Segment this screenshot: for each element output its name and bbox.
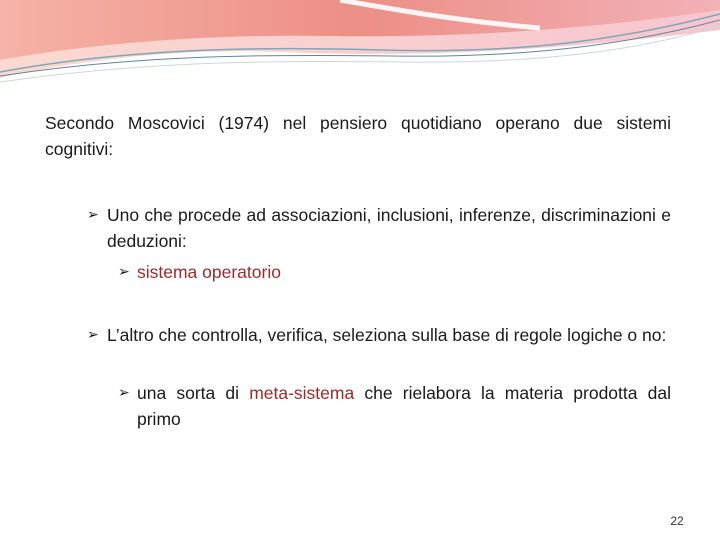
arrow-bullet-icon: ➢ <box>118 264 130 280</box>
sub-bullet-item-1 <box>118 259 671 285</box>
page-number: 22 <box>670 514 684 528</box>
meta-sistema-highlight: meta-sistema <box>249 383 355 403</box>
arrow-bullet-icon: ➢ <box>87 207 99 223</box>
arrow-bullet-icon: ➢ <box>87 327 99 343</box>
sub-bullet-text-2-before: una sorta di <box>137 383 250 403</box>
bullet-item-2 <box>87 322 671 348</box>
sub-bullet-text-1: sistema operatorio <box>137 262 281 282</box>
sub-bullet-text-2-after: che rielabora la materia prodotta dal primo <box>137 383 671 429</box>
sub-bullet-item-2 <box>118 380 671 432</box>
bullet-item-1 <box>87 202 671 254</box>
bullet-text-2: L’altro che controlla, verifica, seleziona sulla base di regole logiche o no: <box>107 325 667 345</box>
arrow-bullet-icon: ➢ <box>118 385 130 401</box>
bullet-text-1: Uno che procede ad associazioni, inclusioni, inferenze, discriminazioni e deduzioni: <box>107 205 671 251</box>
header-ribbon-decoration <box>0 0 720 90</box>
intro-paragraph: Secondo Moscovici (1974) nel pensiero quotidiano operano due sistemi cognitivi: <box>45 113 671 159</box>
